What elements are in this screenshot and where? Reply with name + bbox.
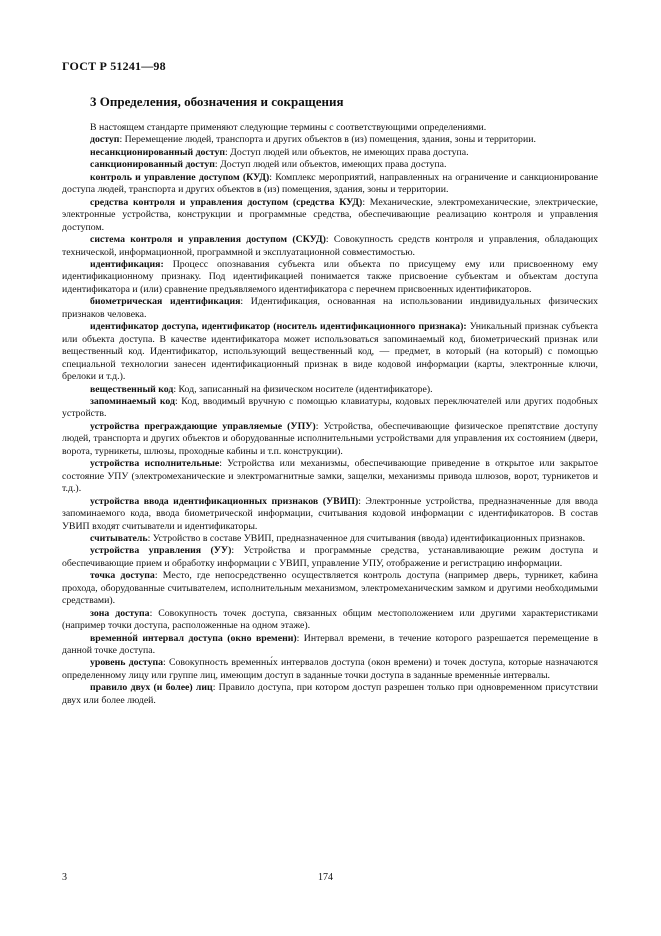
term-definition-paragraph	[62, 147, 598, 159]
term-definition-paragraph	[62, 134, 598, 146]
term-definition: Код, записанный на физическом носителе (идентификаторе).	[178, 383, 433, 395]
term-definition-paragraph	[62, 570, 598, 607]
body-text	[62, 122, 598, 707]
term-definition-paragraph	[62, 296, 598, 321]
term-name: точка доступа	[90, 570, 155, 582]
term-separator: :	[154, 570, 163, 582]
term-definition-paragraph	[62, 259, 598, 296]
term-separator: :	[225, 146, 231, 158]
term-definition-paragraph	[62, 657, 598, 682]
term-separator: :	[240, 296, 251, 308]
term-definition: Устройства, обеспечивающие физическое препятствие доступу людей, транспорта и других объектов и оборудованные исполнительными устройствами для управления их состоянием (двери, ворота, турникеты, шлюзы, проходные кабины и т.п. конструкции).	[62, 420, 599, 457]
page-number-left: 3	[62, 872, 67, 883]
term-separator: :	[212, 682, 219, 694]
term-name: правило двух (и более) лиц	[90, 682, 213, 694]
term-definition-paragraph	[62, 496, 598, 533]
term-separator: :	[358, 495, 366, 507]
term-name: контроль и управление доступом (КУД)	[90, 171, 270, 183]
term-definition: Правило доступа, при котором доступ разрешен только при одновременном присутствии двух или более людей.	[62, 682, 598, 706]
term-name: зона доступа	[90, 607, 150, 619]
term-separator: :	[214, 159, 221, 171]
term-separator: :	[315, 420, 324, 432]
term-definition: Код, вводимый вручную с помощью клавиатуры, кодовых переключателей или других подобных устройств.	[62, 395, 599, 420]
intro-paragraph: В настоящем стандарте применяют следующие термины с соответствующими определениями.	[90, 122, 487, 133]
term-definition: Доступ людей или объектов, имеющих права доступа.	[220, 159, 447, 171]
term-separator: :	[219, 458, 228, 470]
term-name: уровень доступа	[90, 657, 164, 669]
term-definition: Идентификация, основанная на использовании индивидуальных физических признаков человека.	[62, 296, 599, 320]
term-name: санкционированный доступ	[90, 159, 215, 171]
term-separator: :	[119, 134, 125, 146]
term-name: доступ	[90, 134, 120, 146]
term-definition: Устройство в составе УВИП, предназначенное для считывания (ввода) идентификационных признаков.	[152, 532, 586, 544]
term-definition-paragraph	[62, 172, 598, 197]
term-name: считыватель	[90, 532, 148, 544]
term-definition: Совокупность временны́х интервалов доступа (окон времени) и точек доступа, которые назначаются определенному лицу или группе лиц, имеющим доступ в заданные точки доступа в заданные временны́е интервалы.	[62, 657, 599, 681]
term-name: система контроля и управления доступом (СКУД)	[90, 234, 326, 246]
term-separator: :	[362, 196, 370, 208]
term-name: средства контроля и управления доступом (средства КУД)	[90, 196, 363, 208]
document-code-header: ГОСТ Р 51241—98	[62, 59, 166, 73]
term-definition-paragraph	[62, 321, 598, 383]
term-separator: :	[149, 607, 159, 619]
term-separator: :	[174, 395, 182, 407]
term-definition: Устройства и программные средства, устанавливающие режим доступа и обеспечивающие прием и обработку информации с УВИП, управление УПУ, отображение и регистрацию информации.	[62, 545, 598, 569]
term-definition: Совокупность точек доступа, связанных общим местоположением или другими характеристиками (например точки доступа, расположенные на одном этаже).	[62, 607, 598, 632]
term-name: устройства исполнительные	[90, 458, 220, 470]
term-definition-paragraph	[62, 159, 598, 171]
term-definition: Механические, электромеханические, электрические, электронные устройства, конструкции и программные средства, обеспечивающие реализацию контроля и управления доступом.	[62, 196, 598, 233]
term-definition-paragraph	[62, 384, 598, 396]
term-definition-paragraph	[62, 421, 598, 458]
term-name: биометрическая идентификация	[90, 296, 241, 308]
term-name: идентификация:	[90, 258, 164, 270]
term-definition-paragraph	[62, 234, 598, 259]
term-name: несанкционированный доступ	[90, 146, 225, 158]
term-definition-paragraph	[62, 396, 598, 421]
term-separator: :	[325, 234, 334, 246]
term-definition-paragraph	[62, 545, 598, 570]
term-definition: Перемещение людей, транспорта и других объектов в (из) помещения, здания, зоны и территории.	[124, 134, 536, 146]
term-definition: Интервал времени, в течение которого разрешается перемещение в данной точке доступа.	[62, 632, 599, 657]
term-separator: :	[296, 632, 304, 644]
term-definition-paragraph	[62, 608, 598, 633]
term-name: устройства управления (УУ)	[90, 545, 232, 557]
term-separator: :	[173, 383, 179, 395]
term-name: вещественный код	[90, 383, 174, 395]
term-name: запоминаемый код	[90, 395, 175, 407]
term-name: устройства ввода идентификационных признаков (УВИП)	[90, 495, 359, 507]
term-definition: Совокупность средств контроля и управления, обладающих технической, информационной, программной и эксплуатационной совместимостью.	[62, 234, 598, 258]
term-definition: Электронные устройства, предназначенные для ввода запоминаемого кода, ввода биометрической информации, считывания кодовой информации с идентификаторов. В состав УВИП входят считыватели и идентификаторы.	[62, 495, 598, 532]
term-name: временно́й интервал доступа (окно времени)	[90, 632, 297, 644]
term-definition-paragraph	[62, 458, 598, 495]
term-definition: Процесс опознавания субъекта или объекта по присущему ему или присвоенному ему идентификационному признаку. Под идентификацией понимается также присвоение субъектам и объектам доступа идентификатора и (или) сравнение предъявляемого идентификатора с перечнем присвоенных идентификаторов.	[62, 258, 599, 295]
term-definition: Устройства или механизмы, обеспечивающие приведение в открытое или закрытое состояние УПУ (электромеханические и электромагнитные замки, защелки, механизмы привода шлюзов, ворот, турникетов и т.д.).	[62, 458, 598, 495]
term-separator: :	[163, 657, 169, 669]
term-separator	[164, 259, 173, 270]
term-definition: Место, где непосредственно осуществляется контроль доступа (например дверь, турникет, кабина прохода, оборудованные считывателем, исполнительным механизмом, электромеханическим замком и другими необходимыми средствами).	[62, 570, 599, 607]
term-separator: :	[269, 171, 276, 183]
terms-list	[62, 134, 598, 707]
term-separator: :	[231, 545, 244, 557]
term-name: устройства преграждающие управляемые (УПУ)	[90, 420, 316, 432]
term-definition-paragraph	[62, 533, 598, 545]
section-title: 3 Определения, обозначения и сокращения	[90, 94, 344, 109]
term-separator: :	[147, 532, 153, 544]
term-definition-paragraph	[62, 682, 598, 707]
term-definition: Комплекс мероприятий, направленных на ограничение и санкционирование доступа людей, транспорта и других объектов в (из) помещения, здания, зоны и территории.	[62, 171, 599, 196]
term-name: идентификатор доступа, идентификатор (носитель идентификационного признака):	[90, 321, 467, 333]
term-definition-paragraph	[62, 197, 598, 234]
term-definition: Доступ людей или объектов, не имеющих права доступа.	[230, 146, 469, 158]
page-number-center: 174	[318, 872, 333, 883]
term-definition: Уникальный признак субъекта или объекта доступа. В качестве идентификатора может использоваться запоминаемый код, биометрический признак или вещественный код. Идентификатор, использующий вещественный код, — предмет, в который (на который) с помощью специальной технологии занесен идентификационный признак в виде кодовой информации (карты, электронные ключи, брелоки и т.д.).	[62, 321, 599, 383]
term-definition-paragraph	[62, 633, 598, 658]
